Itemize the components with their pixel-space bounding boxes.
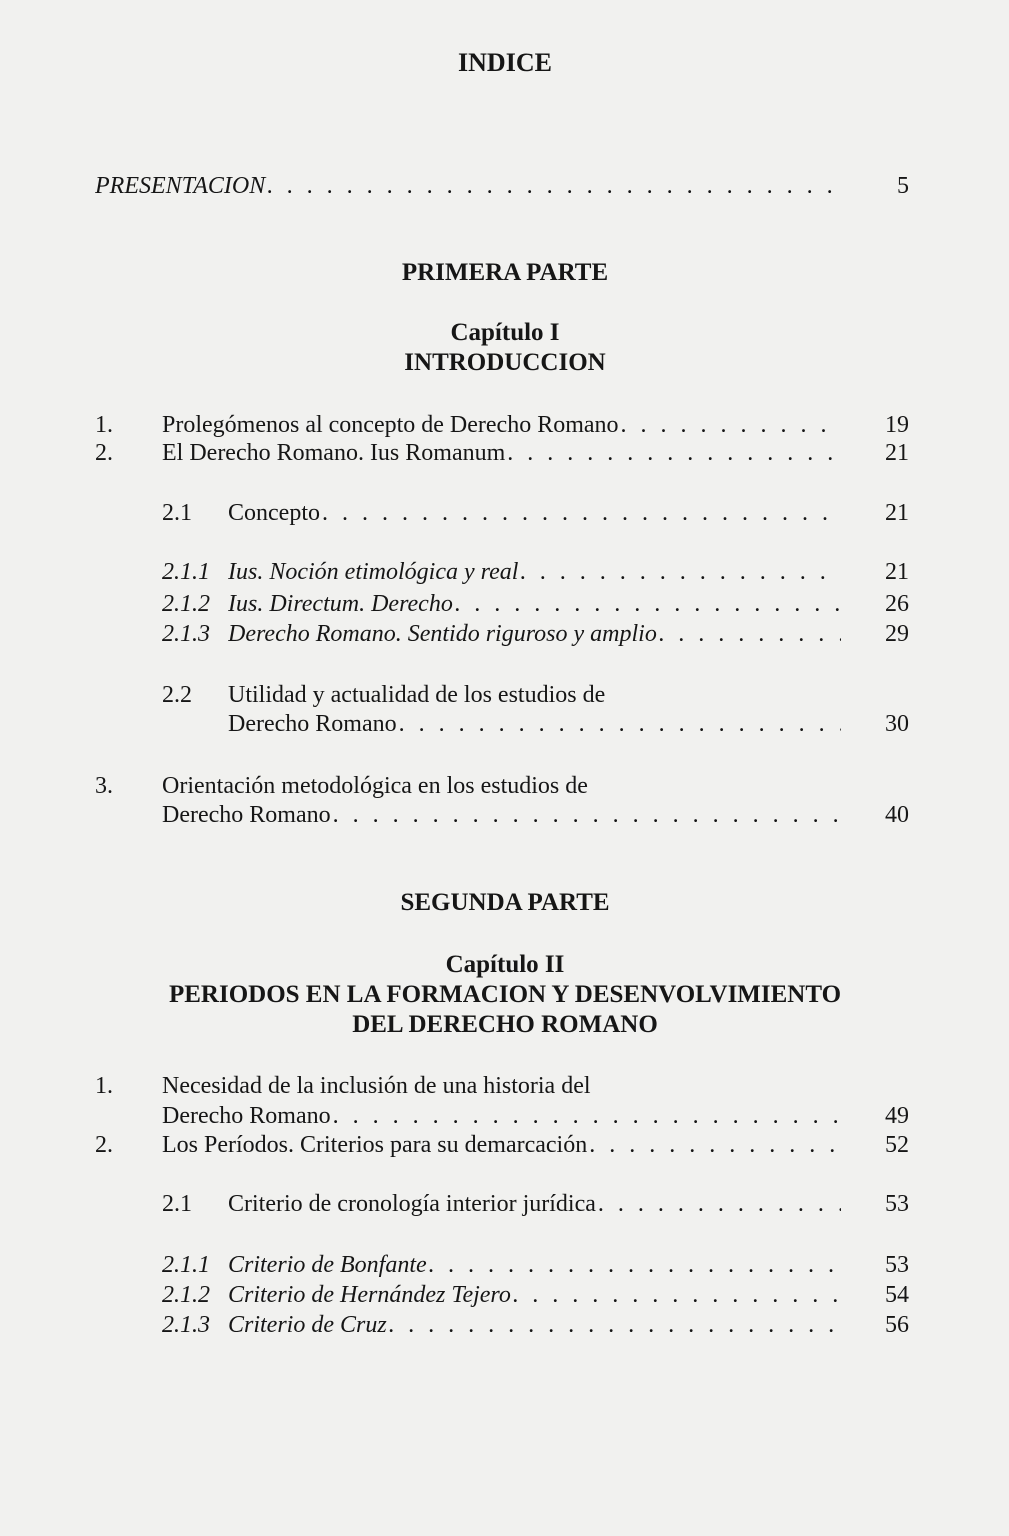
toc-entry-continuation <box>0 1100 1009 1132</box>
chapter-label-1: Capítulo I <box>450 319 560 346</box>
entry-page: 21 <box>885 500 909 526</box>
chapter-title-1: INTRODUCCION <box>404 349 606 376</box>
entry-label-line: Necesidad de la inclusión de una historia del <box>162 1073 591 1099</box>
entry-label: Derecho Romano <box>162 802 331 828</box>
entry-page: 52 <box>885 1132 909 1158</box>
entry-page: 21 <box>885 440 909 466</box>
chapter-label-2: Capítulo II <box>445 951 565 978</box>
entry-number: 2. <box>95 1132 113 1158</box>
toc-entry <box>0 618 1009 650</box>
chapter-title-2b: DEL DERECHO ROMANO <box>352 1011 658 1038</box>
entry-page: 29 <box>885 621 909 647</box>
entry-page: 26 <box>885 591 909 617</box>
entry-number: 2.1.1 <box>162 559 210 585</box>
entry-label: PRESENTACION <box>95 173 266 199</box>
entry-page: 21 <box>885 559 909 585</box>
entry-page: 56 <box>885 1312 909 1338</box>
entry-page: 53 <box>885 1191 909 1217</box>
entry-number: 3. <box>95 773 113 799</box>
entry-label: Los Períodos. Criterios para su demarcación <box>162 1132 588 1158</box>
entry-number: 2.1.1 <box>162 1252 210 1278</box>
entry-number: 2.1.3 <box>162 621 210 647</box>
toc-entry <box>0 497 1009 529</box>
entry-label: Derecho Romano <box>162 1103 331 1129</box>
entry-page: 40 <box>885 802 909 828</box>
entry-number: 2.2 <box>162 682 192 708</box>
entry-label: Criterio de Cruz <box>228 1312 387 1338</box>
toc-entry <box>0 1279 1009 1311</box>
entry-label: El Derecho Romano. Ius Romanum <box>162 440 506 466</box>
entry-page: 5 <box>897 173 909 199</box>
toc-entry <box>0 770 1009 802</box>
toc-entry <box>0 556 1009 588</box>
toc-entry <box>0 1070 1009 1102</box>
chapter-title-2a: PERIODOS EN LA FORMACION Y DESENVOLVIMIENTO <box>168 981 842 1008</box>
entry-number: 2.1 <box>162 1191 192 1217</box>
entry-number: 1. <box>95 1073 113 1099</box>
entry-page: 30 <box>885 711 909 737</box>
entry-number: 2. <box>95 440 113 466</box>
entry-label: Prolegómenos al concepto de Derecho Romano <box>162 412 619 438</box>
page-title: INDICE <box>458 48 552 77</box>
toc-entry-continuation <box>0 799 1009 831</box>
entry-label: Ius. Directum. Derecho <box>228 591 453 617</box>
entry-page: 49 <box>885 1103 909 1129</box>
entry-page: 54 <box>885 1282 909 1308</box>
toc-entry <box>0 1249 1009 1281</box>
entry-label: Concepto <box>228 500 320 526</box>
toc-entry <box>0 437 1009 469</box>
toc-entry <box>0 1309 1009 1341</box>
entry-number: 2.1.2 <box>162 591 210 617</box>
entry-label: Ius. Noción etimológica y real <box>228 559 519 585</box>
entry-label-line: Utilidad y actualidad de los estudios de <box>228 682 606 708</box>
entry-page: 19 <box>885 412 909 438</box>
toc-entry <box>0 679 1009 711</box>
entry-label: Derecho Romano <box>228 711 397 737</box>
entry-number: 2.1.2 <box>162 1282 210 1308</box>
entry-number: 2.1 <box>162 500 192 526</box>
entry-label-line: Orientación metodológica en los estudios de <box>162 773 588 799</box>
toc-entry <box>0 1129 1009 1161</box>
entry-label: Derecho Romano. Sentido riguroso y amplio <box>228 621 657 647</box>
entry-label: Criterio de Hernández Tejero <box>228 1282 511 1308</box>
toc-entry-presentacion <box>0 170 1009 202</box>
part-heading-1: PRIMERA PARTE <box>401 259 609 286</box>
entry-label: Criterio de cronología interior jurídica <box>228 1191 596 1217</box>
toc-entry <box>0 1188 1009 1220</box>
entry-number: 2.1.3 <box>162 1312 210 1338</box>
entry-number: 1. <box>95 412 113 438</box>
entry-label: Criterio de Bonfante <box>228 1252 427 1278</box>
toc-entry <box>0 588 1009 620</box>
toc-entry-continuation <box>0 708 1009 740</box>
part-heading-2: SEGUNDA PARTE <box>400 889 610 916</box>
entry-page: 53 <box>885 1252 909 1278</box>
